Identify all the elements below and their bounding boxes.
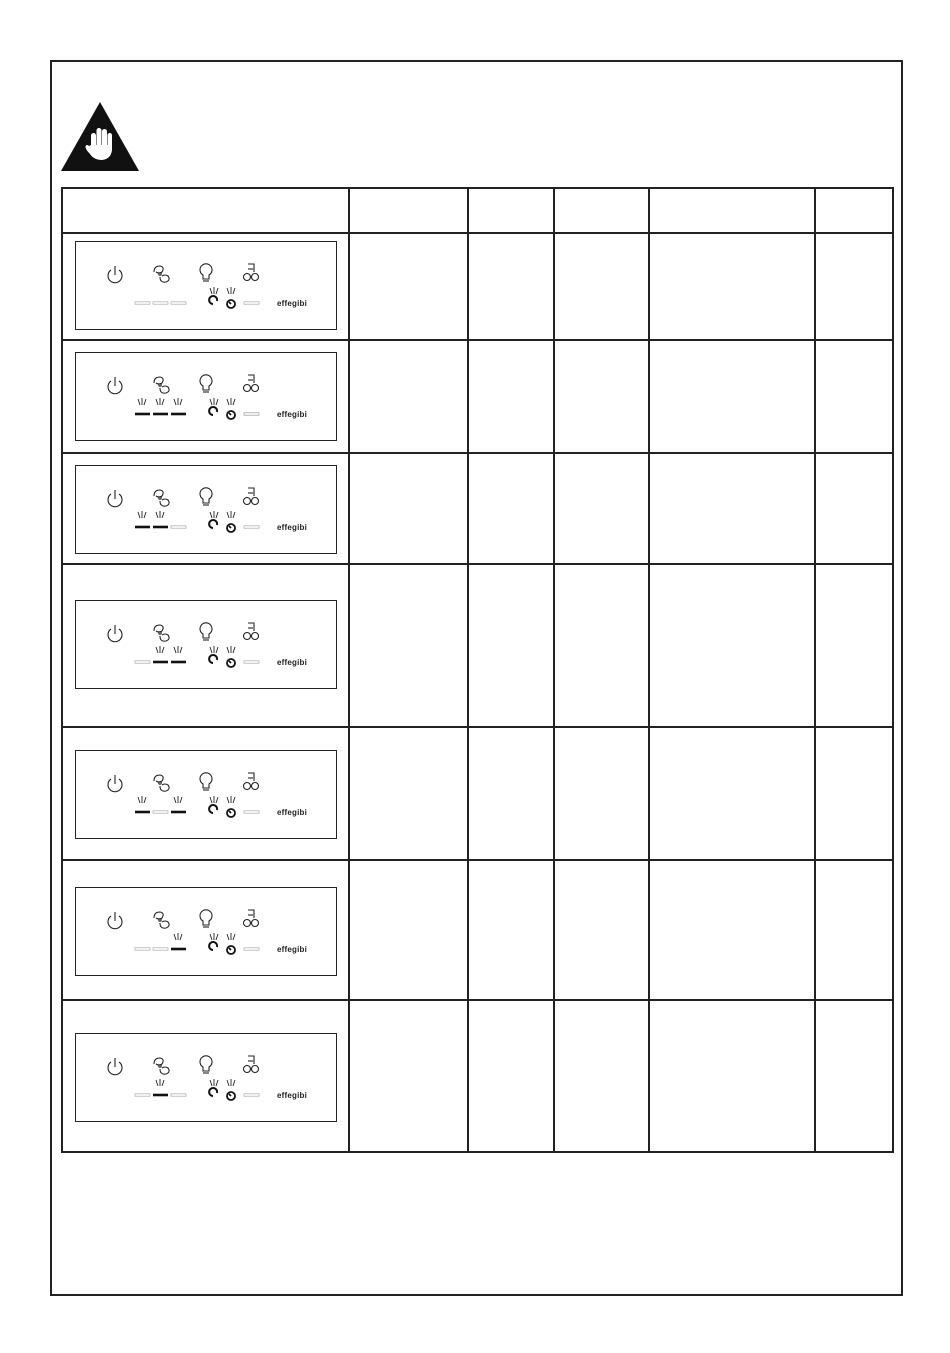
light-blink-indicator xyxy=(210,398,218,405)
clock-icon xyxy=(227,411,235,419)
clock-icon xyxy=(227,809,235,817)
table-cell xyxy=(649,453,815,564)
table-cell xyxy=(468,564,554,727)
timer-icon xyxy=(209,805,217,813)
panel-cell xyxy=(62,564,349,727)
table-cell xyxy=(554,1000,649,1152)
light-blink-indicator xyxy=(210,646,218,653)
header-cell xyxy=(815,188,893,233)
warning-hand-icon xyxy=(60,100,140,172)
header-cell xyxy=(349,188,468,233)
speed-3-blink-indicator xyxy=(174,933,182,940)
fan-speed-icon xyxy=(154,775,169,791)
control-panel-illustration xyxy=(75,241,337,330)
filter-led xyxy=(244,302,259,304)
panel-cell xyxy=(62,340,349,453)
table-cell xyxy=(554,340,649,453)
timer-icon xyxy=(209,655,217,663)
table-row xyxy=(62,1000,893,1152)
filter-led xyxy=(244,948,259,950)
power-icon xyxy=(108,912,122,929)
clock-icon xyxy=(227,524,235,532)
timer-icon xyxy=(209,407,217,415)
clock-blink-indicator xyxy=(227,646,235,653)
table-cell xyxy=(815,564,893,727)
clock-icon xyxy=(227,1092,235,1100)
light-blink-indicator xyxy=(210,511,218,518)
table-cell xyxy=(815,1000,893,1152)
speed-2-led xyxy=(153,948,168,950)
header-cell xyxy=(649,188,815,233)
table-cell xyxy=(554,453,649,564)
power-icon xyxy=(108,490,122,507)
power-icon xyxy=(108,377,122,394)
header-cell xyxy=(468,188,554,233)
brand-label: effegibi xyxy=(277,808,308,817)
speed-1-blink-indicator xyxy=(138,796,146,803)
table-cell xyxy=(815,860,893,1000)
speed-3-led xyxy=(171,302,186,304)
header-cell xyxy=(62,188,349,233)
speed-1-led xyxy=(135,661,150,663)
table-cell xyxy=(349,564,468,727)
brand-label: effegibi xyxy=(277,1091,308,1100)
filter-alarm-icon xyxy=(244,1056,259,1073)
speed-1-led xyxy=(135,948,150,950)
lightbulb-icon xyxy=(200,264,212,281)
table-cell xyxy=(468,340,554,453)
speed-2-blink-indicator xyxy=(156,511,164,518)
speed-3-blink-indicator xyxy=(174,796,182,803)
table-cell xyxy=(468,727,554,860)
table-cell xyxy=(815,727,893,860)
table-cell xyxy=(554,727,649,860)
power-icon xyxy=(108,775,122,792)
lightbulb-icon xyxy=(200,773,212,790)
table-cell xyxy=(649,860,815,1000)
notes-area xyxy=(52,1160,897,1290)
control-panel-illustration xyxy=(75,352,337,441)
light-blink-indicator xyxy=(210,796,218,803)
clock-blink-indicator xyxy=(227,287,235,294)
table-cell xyxy=(349,1000,468,1152)
panel-cell xyxy=(62,233,349,340)
clock-blink-indicator xyxy=(227,933,235,940)
timer-icon xyxy=(209,296,217,304)
table-cell xyxy=(554,860,649,1000)
table-cell xyxy=(468,860,554,1000)
header-cell xyxy=(554,188,649,233)
panel-cell xyxy=(62,860,349,1000)
table-row xyxy=(62,860,893,1000)
speed-2-blink-indicator xyxy=(156,646,164,653)
brand-label: effegibi xyxy=(277,410,308,419)
fan-speed-icon xyxy=(154,912,169,928)
table-header-row xyxy=(62,188,893,233)
table-cell xyxy=(349,340,468,453)
power-icon xyxy=(108,625,122,642)
speed-3-led xyxy=(171,1094,186,1096)
speed-1-blink-indicator xyxy=(138,398,146,405)
speed-1-led xyxy=(135,302,150,304)
control-panel-illustration xyxy=(75,1033,337,1122)
light-blink-indicator xyxy=(210,287,218,294)
filter-alarm-icon xyxy=(244,773,259,790)
table-cell xyxy=(468,1000,554,1152)
table-row xyxy=(62,564,893,727)
speed-3-led xyxy=(171,526,186,528)
lightbulb-icon xyxy=(200,375,212,392)
filter-alarm-icon xyxy=(244,488,259,505)
fan-speed-icon xyxy=(154,490,169,506)
power-icon xyxy=(108,1058,122,1075)
speed-2-led xyxy=(153,302,168,304)
lightbulb-icon xyxy=(200,623,212,640)
table-cell xyxy=(815,340,893,453)
light-blink-indicator xyxy=(210,1079,218,1086)
speed-1-led xyxy=(135,1094,150,1096)
table-row xyxy=(62,233,893,340)
table-row xyxy=(62,340,893,453)
fan-speed-icon xyxy=(154,625,169,641)
panel-cell xyxy=(62,727,349,860)
speed-1-blink-indicator xyxy=(138,511,146,518)
timer-icon xyxy=(209,520,217,528)
clock-blink-indicator xyxy=(227,1079,235,1086)
timer-icon xyxy=(209,1088,217,1096)
filter-led xyxy=(244,526,259,528)
brand-label: effegibi xyxy=(277,658,308,667)
clock-icon xyxy=(227,659,235,667)
table-cell xyxy=(349,860,468,1000)
table-cell xyxy=(349,453,468,564)
control-panel-illustration xyxy=(75,465,337,554)
table-cell xyxy=(649,1000,815,1152)
troubleshooting-table xyxy=(61,187,894,1153)
timer-icon xyxy=(209,942,217,950)
fan-speed-icon xyxy=(154,377,169,393)
filter-alarm-icon xyxy=(244,264,259,281)
control-panel-illustration xyxy=(75,750,337,839)
table-cell xyxy=(649,727,815,860)
filter-alarm-icon xyxy=(244,910,259,927)
speed-2-blink-indicator xyxy=(156,398,164,405)
table-cell xyxy=(468,453,554,564)
filter-led xyxy=(244,811,259,813)
table-cell xyxy=(649,233,815,340)
fan-speed-icon xyxy=(154,266,169,282)
lightbulb-icon xyxy=(200,1056,212,1073)
fan-speed-icon xyxy=(154,1058,169,1074)
table-cell xyxy=(349,233,468,340)
table-cell xyxy=(468,233,554,340)
table-row xyxy=(62,727,893,860)
clock-blink-indicator xyxy=(227,398,235,405)
clock-blink-indicator xyxy=(227,511,235,518)
filter-alarm-icon xyxy=(244,375,259,392)
table-cell xyxy=(349,727,468,860)
clock-icon xyxy=(227,300,235,308)
control-panel-illustration xyxy=(75,600,337,689)
table-cell xyxy=(815,453,893,564)
light-blink-indicator xyxy=(210,933,218,940)
table-cell xyxy=(554,233,649,340)
brand-label: effegibi xyxy=(277,523,308,532)
table-cell xyxy=(649,564,815,727)
lightbulb-icon xyxy=(200,910,212,927)
brand-label: effegibi xyxy=(277,945,308,954)
control-panel-illustration xyxy=(75,887,337,976)
panel-cell xyxy=(62,453,349,564)
filter-led xyxy=(244,661,259,663)
speed-3-blink-indicator xyxy=(174,398,182,405)
filter-alarm-icon xyxy=(244,623,259,640)
filter-led xyxy=(244,1094,259,1096)
filter-led xyxy=(244,413,259,415)
table-cell xyxy=(649,340,815,453)
power-icon xyxy=(108,266,122,283)
speed-2-led xyxy=(153,811,168,813)
brand-label: effegibi xyxy=(277,299,308,308)
table-cell xyxy=(554,564,649,727)
speed-2-blink-indicator xyxy=(156,1079,164,1086)
clock-icon xyxy=(227,946,235,954)
speed-3-blink-indicator xyxy=(174,646,182,653)
clock-blink-indicator xyxy=(227,796,235,803)
table-cell xyxy=(815,233,893,340)
table-row xyxy=(62,453,893,564)
lightbulb-icon xyxy=(200,488,212,505)
panel-cell xyxy=(62,1000,349,1152)
